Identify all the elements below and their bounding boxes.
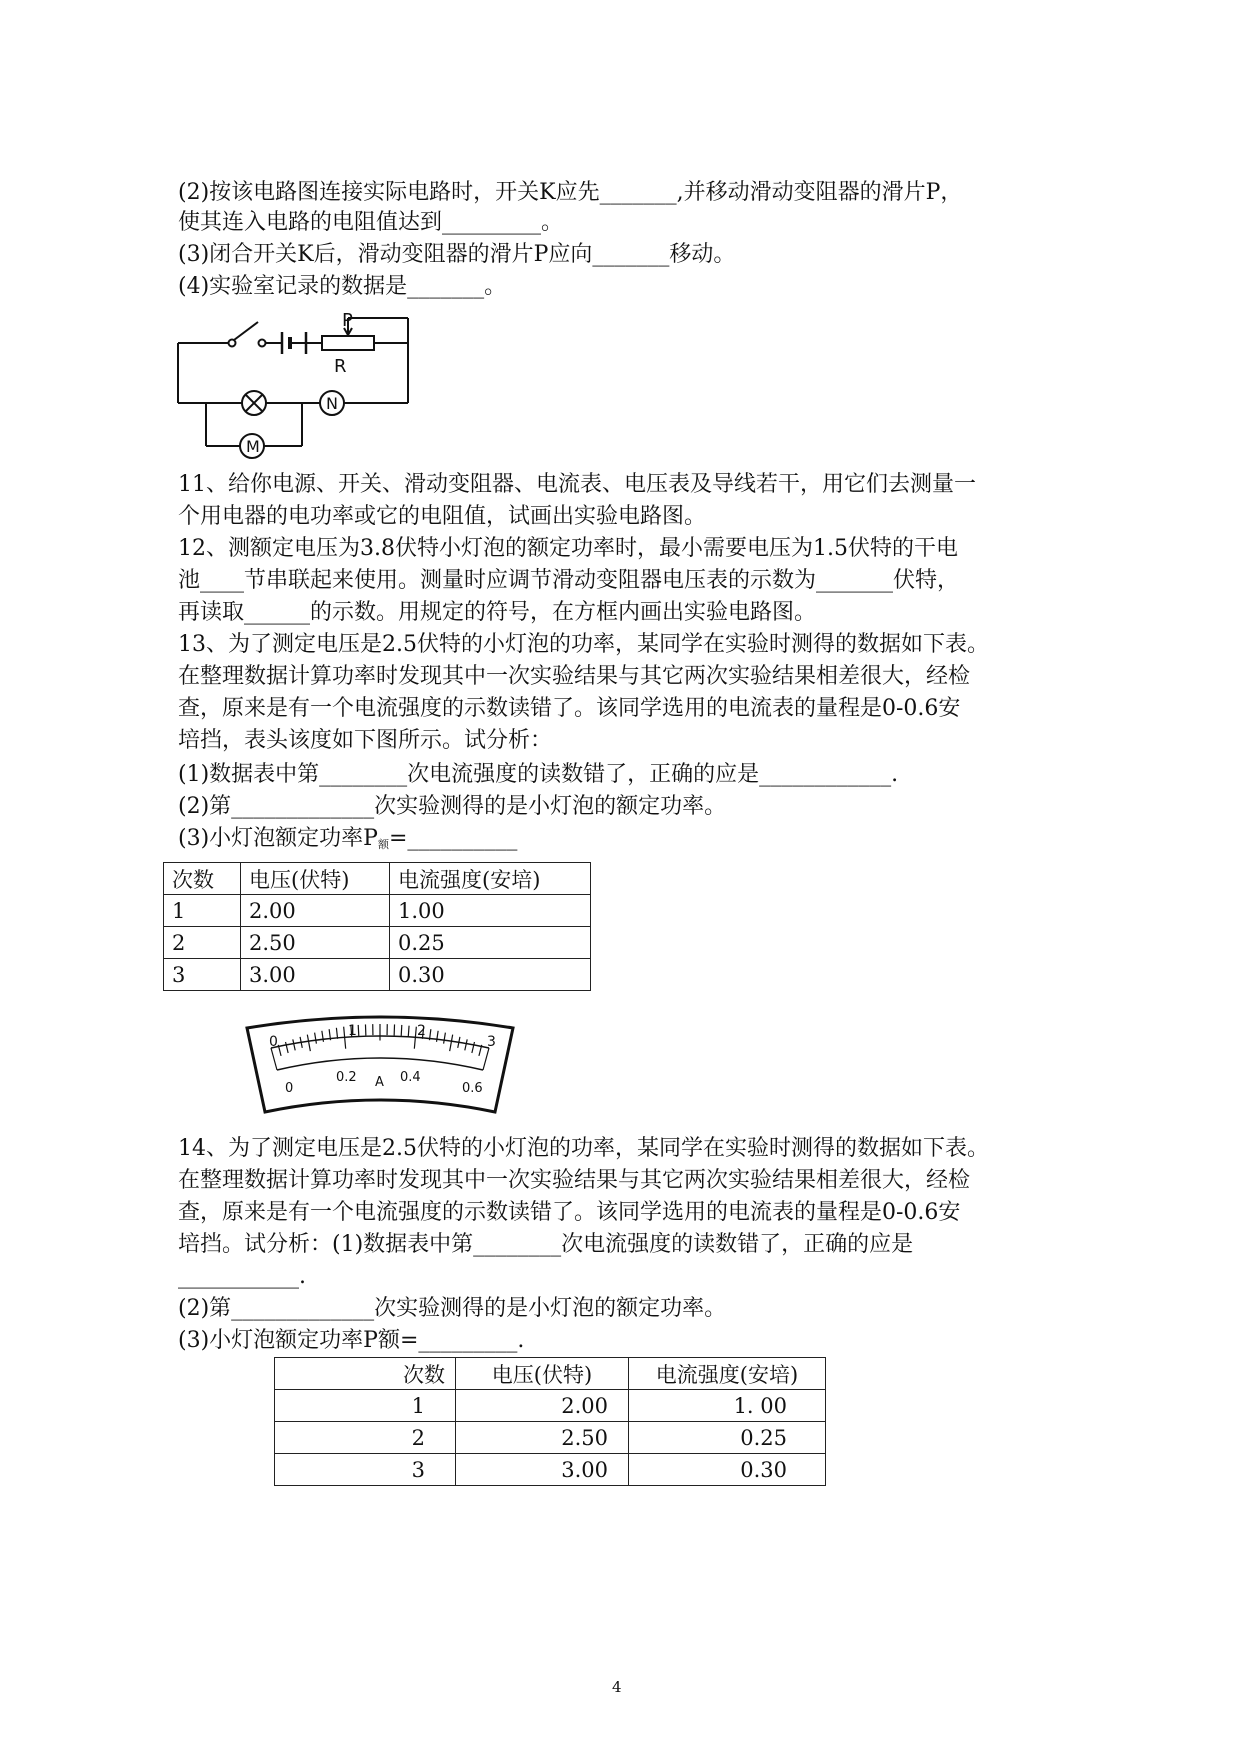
table-row <box>275 1422 826 1454</box>
meter-tick <box>293 1039 295 1050</box>
table-header-cell: 电压(伏特) <box>241 863 390 895</box>
table-row <box>164 927 591 959</box>
table-row <box>164 895 591 927</box>
q11-line2: 个用电器的电功率或它的电阻值，试画出实验电路图。 <box>178 504 707 529</box>
q13-part3-subscript: 额 <box>377 838 389 851</box>
q11-line1: 11、给你电源、开关、滑动变阻器、电流表、电压表及导线若干，用它们去测量一 <box>178 472 976 497</box>
table-cell: 1. 00 <box>629 1390 826 1422</box>
meter-top-label: 0 <box>269 1034 278 1050</box>
q13-line4: 培挡，表头该度如下图所示。试分析： <box>178 728 553 753</box>
table-cell: 2.50 <box>456 1422 629 1454</box>
meter-tick <box>444 1033 446 1044</box>
ammeter-dial <box>245 1008 515 1120</box>
table-cell: 1 <box>275 1390 456 1422</box>
table-cell: 2.00 <box>456 1390 629 1422</box>
q10-part2-line2: 使其连入电路的电阻值达到_________。 <box>178 210 564 235</box>
meter-bottom-label: 0.4 <box>400 1070 421 1085</box>
table-cell: 2.50 <box>241 927 390 959</box>
table-cell: 3.00 <box>241 959 390 991</box>
meter-tick <box>465 1039 467 1050</box>
meter-tick <box>271 1048 277 1070</box>
meter-tick <box>307 1035 310 1052</box>
q13-data-table <box>163 862 591 991</box>
meter-tick <box>450 1035 453 1052</box>
q13-line2: 在整理数据计算功率时发现其中一次实验结果与其它两次实验结果相差很大，经检 <box>178 664 971 689</box>
table-cell: 2 <box>275 1422 456 1454</box>
meter-top-label: 2 <box>417 1023 426 1039</box>
q10-part2-line1: (2)按该电路图连接实际电路时，开关K应先_______,并移动滑动变阻器的滑片P， <box>178 180 963 205</box>
label-m: M <box>246 437 260 456</box>
q13-part3-suffix: =__________ <box>388 826 518 851</box>
meter-tick <box>483 1048 489 1070</box>
q14-line2: 在整理数据计算功率时发现其中一次实验结果与其它两次实验结果相差很大，经检 <box>178 1168 971 1193</box>
table-cell: 1.00 <box>390 895 591 927</box>
q12-line3: 再读取______的示数。用规定的符号，在方框内画出实验电路图。 <box>178 600 817 625</box>
table-cell: 3 <box>164 959 241 991</box>
q14-data-table <box>274 1357 826 1486</box>
meter-top-label: 3 <box>487 1034 496 1050</box>
table-cell: 3 <box>275 1454 456 1486</box>
table-row <box>275 1390 826 1422</box>
meter-tick <box>286 1042 289 1053</box>
meter-bottom-label: 0.2 <box>336 1070 357 1085</box>
table-row <box>275 1454 826 1486</box>
q13-part3-prefix: (3)小灯泡额定功率P <box>178 826 378 851</box>
q14-part2: (2)第_____________次实验测得的是小灯泡的额定功率。 <box>178 1296 727 1321</box>
q13-part1: (1)数据表中第________次电流强度的读数错了，正确的应是____________. <box>178 762 899 787</box>
q13-part2: (2)第_____________次实验测得的是小灯泡的额定功率。 <box>178 794 727 819</box>
table-row <box>164 959 591 991</box>
table-header-cell: 电流强度(安培) <box>390 863 591 895</box>
table-cell: 0.30 <box>629 1454 826 1486</box>
table-header-cell: 电压(伏特) <box>456 1358 629 1390</box>
meter-tick <box>472 1042 475 1053</box>
table-cell: 0.25 <box>629 1422 826 1454</box>
table-cell: 0.30 <box>390 959 591 991</box>
table-cell: 2.00 <box>241 895 390 927</box>
table-cell: 0.25 <box>390 927 591 959</box>
table-header-cell: 次数 <box>164 863 241 895</box>
meter-bottom-label: 0 <box>285 1081 294 1096</box>
q13-part3 <box>178 824 517 860</box>
q14-part3: (3)小灯泡额定功率P额=_________. <box>178 1328 525 1353</box>
table-header-cell: 电流强度(安培) <box>629 1358 826 1390</box>
table-cell: 1 <box>164 895 241 927</box>
meter-top-label: 1 <box>348 1023 357 1039</box>
table-header-cell: 次数 <box>275 1358 456 1390</box>
circuit-diagram <box>170 306 440 466</box>
meter-tick <box>358 1025 359 1036</box>
table-cell: 3.00 <box>456 1454 629 1486</box>
q12-line2: 池____节串联起来使用。测量时应调节滑动变阻器电压表的示数为_______伏特， <box>178 568 960 593</box>
table-header-row <box>275 1358 826 1390</box>
q13-line3: 查，原来是有一个电流强度的示数读错了。该同学选用的电流表的量程是0-0.6安 <box>178 696 961 721</box>
meter-tick <box>315 1033 317 1044</box>
table-header-row <box>164 863 591 895</box>
q10-part4: (4)实验室记录的数据是_______。 <box>178 274 507 299</box>
q12-line1: 12、测额定电压为3.8伏特小灯泡的额定功率时，最小需要电压为1.5伏特的干电 <box>178 536 958 561</box>
meter-unit: A <box>375 1075 384 1090</box>
table-cell: 2 <box>164 927 241 959</box>
page-number: 4 <box>612 1678 622 1696</box>
meter-tick <box>401 1025 402 1036</box>
q14-line1: 14、为了测定电压是2.5伏特的小灯泡的功率，某同学在实验时测得的数据如下表。 <box>178 1136 989 1161</box>
label-p: P <box>342 310 353 331</box>
label-r: R <box>334 356 347 377</box>
meter-tick <box>408 1026 409 1037</box>
meter-tick <box>437 1031 439 1042</box>
q10-part3: (3)闭合开关K后，滑动变阻器的滑片P应向_______移动。 <box>178 242 736 267</box>
q14-line5: ___________. <box>178 1264 306 1289</box>
meter-bottom-label: 0.6 <box>462 1081 483 1096</box>
q14-line4: 培挡。试分析：(1)数据表中第________次电流强度的读数错了，正确的应是 <box>178 1232 914 1257</box>
meter-tick <box>322 1031 324 1042</box>
q13-line1: 13、为了测定电压是2.5伏特的小灯泡的功率，某同学在实验时测得的数据如下表。 <box>178 632 989 657</box>
q14-line3: 查，原来是有一个电流强度的示数读错了。该同学选用的电流表的量程是0-0.6安 <box>178 1200 961 1225</box>
label-n: N <box>326 394 338 413</box>
